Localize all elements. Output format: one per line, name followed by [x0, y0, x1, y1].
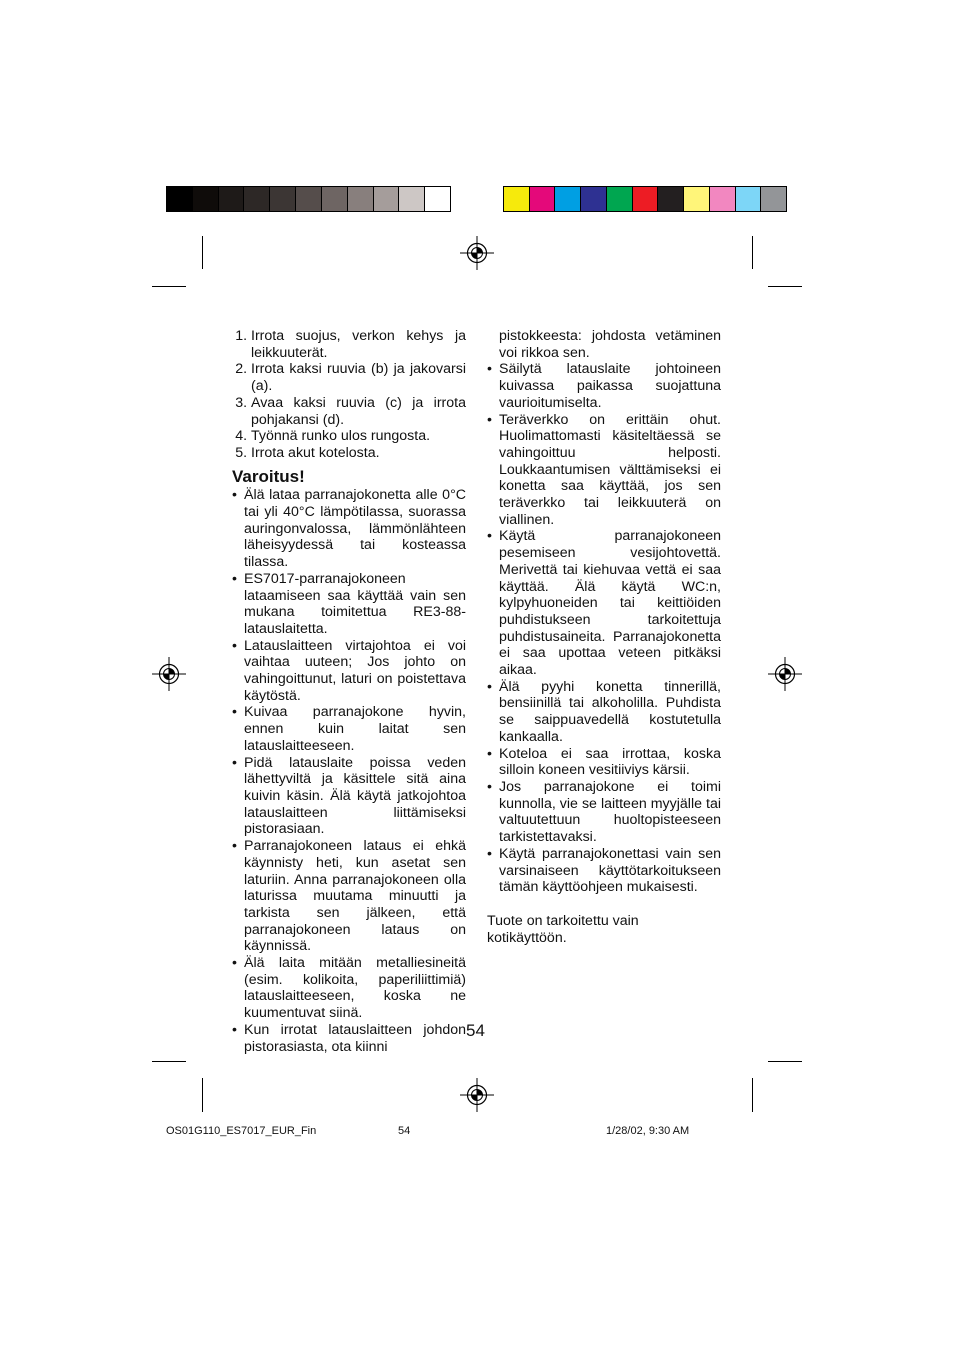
bullet: •: [232, 1021, 237, 1038]
registration-mark-icon: [152, 657, 186, 691]
crop-mark: [202, 1078, 203, 1112]
warning-list-continued: [487, 361, 721, 896]
crop-mark: [152, 1061, 186, 1062]
color-swatch: [322, 187, 348, 211]
color-swatch: [504, 187, 530, 211]
list-item: [487, 846, 721, 896]
bullet: •: [487, 845, 492, 862]
registration-mark-icon: [460, 236, 494, 270]
list-item-text: Älä lataa parranajokonetta alle 0°C tai yli 40°C lämpötilassa, suorassa auringonvalossa, lämmönlähteen läheisyydessä tai kosteassa tilassa.: [244, 487, 466, 571]
list-item-text: Pidä latauslaite poissa veden lähettyviltä ja käsittele sitä aina kuivin käsin. Älä käytä jatkojohtoa latauslaitteen liittämiseksi pistorasiaan.: [244, 754, 466, 838]
color-swatch: [374, 187, 400, 211]
color-swatch: [684, 187, 710, 211]
bullet: •: [232, 570, 237, 587]
warning-list: [232, 487, 466, 1055]
list-item: 4. Työnnä runko ulos rungosta.: [251, 428, 466, 445]
bullet: •: [232, 955, 237, 972]
color-swatch: [761, 187, 786, 211]
color-swatch: [425, 187, 450, 211]
crop-mark: [768, 1061, 802, 1062]
list-item-text: Jos parranajokone ei toimi kunnolla, vie se laitteen myyjälle tai valtuutettuun huoltopisteeseen tarkistettavaksi.: [499, 778, 721, 846]
bullet: •: [487, 361, 492, 378]
list-item-text: Kuivaa parranajokone hyvin, ennen kuin laitat sen latauslaitteeseen.: [244, 704, 466, 754]
list-item-text: Säilytä latauslaite johtoineen kuivassa paikassa suojattuna vaurioitumiselta.: [499, 361, 721, 411]
color-swatch: [607, 187, 633, 211]
footer-filename: OS01G110_ES7017_EUR_Fin: [166, 1125, 317, 1137]
list-item: [487, 746, 721, 779]
bullet: •: [232, 754, 237, 771]
list-item: [232, 1022, 466, 1055]
color-swatch: [710, 187, 736, 211]
color-swatch: [658, 187, 684, 211]
list-item: [487, 361, 721, 411]
color-swatch: [399, 187, 425, 211]
color-swatch: [244, 187, 270, 211]
color-swatch: [193, 187, 219, 211]
crop-mark: [768, 286, 802, 287]
warning-heading: Varoitus!: [232, 466, 305, 486]
footer-datetime: 1/28/02, 9:30 AM: [606, 1125, 690, 1137]
color-swatch: [581, 187, 607, 211]
color-swatch: [296, 187, 322, 211]
grayscale-calibration-bar: [166, 186, 451, 212]
color-swatch: [736, 187, 762, 211]
color-swatch: [530, 187, 556, 211]
crop-mark: [152, 286, 186, 287]
crop-mark: [752, 236, 753, 269]
list-item-text: Parranajokoneen lataus ei ehkä käynnisty heti, kun asetat sen laturiin. Anna parranajokoneen olla laturissa muutama minuutti ja tarkista sen jälkeen, että parranajokoneen lataus on käynnissä.: [244, 838, 466, 955]
list-item: 2. Irrota kaksi ruuvia (b) ja jakovarsi (a).: [251, 361, 466, 394]
disassembly-steps: [232, 328, 466, 462]
list-item-text: Älä laita mitään metalliesineitä (esim. kolikoita, paperiliittimiä) latauslaitteeseen, koska ne kuumentuvat siinä.: [244, 955, 466, 1022]
page-number: 54: [466, 1021, 485, 1040]
bullet: •: [232, 704, 237, 721]
bullet: •: [487, 745, 492, 762]
bullet: •: [487, 778, 492, 795]
list-item-text: Latauslaitteen virtajohtoa ei voi vaihtaa uuteen; Jos johto on vahingoittunut, laturi on poistettava käytöstä.: [244, 637, 466, 704]
color-calibration-bar: [503, 186, 787, 212]
list-item: [232, 638, 466, 705]
warning-continuation: pistokkeesta: johdosta vetäminen voi rikkoa sen.: [499, 328, 721, 361]
list-item: [232, 955, 466, 1022]
list-item: 1. Irrota suojus, verkon kehys ja leikkuuterät.: [251, 328, 466, 361]
color-swatch: [167, 187, 193, 211]
list-item-text: ES7017-parranajokoneen lataamiseen saa käyttää vain sen mukana toimitettua RE3-88-latauslaitetta.: [244, 570, 466, 637]
crop-mark: [202, 236, 203, 269]
color-swatch: [348, 187, 374, 211]
registration-mark-icon: [460, 1078, 494, 1112]
registration-mark-icon: [768, 657, 802, 691]
list-item: 5. Irrota akut kotelosta.: [251, 445, 466, 462]
bullet: •: [487, 411, 492, 428]
list-item-text: Käytä parranajokonettasi vain sen varsinaiseen käyttötarkoitukseen tämän käyttöohjeen mukaisesti.: [499, 845, 721, 896]
list-item-text: Teräverkko on erittäin ohut. Huolimattomasti käsiteltäessä se vahingoittuu helposti. Loukkaantumisen välttämiseksi ei konetta saa käyttää, jos sen teräverkko tai leikkuuterä on viallinen.: [499, 411, 721, 528]
bullet: •: [487, 678, 492, 695]
left-column: [232, 328, 466, 1055]
bullet: •: [232, 487, 237, 504]
list-item: [232, 755, 466, 839]
color-swatch: [633, 187, 659, 211]
list-item-text: Kun irrotat latauslaitteen johdon pistorasiasta, ota kiinni: [244, 1021, 466, 1055]
list-item: [487, 679, 721, 746]
color-swatch: [219, 187, 245, 211]
list-item-text: Koteloa ei saa irrottaa, koska silloin koneen vesitiiviys kärsii.: [499, 745, 721, 779]
color-swatch: [555, 187, 581, 211]
bullet: •: [487, 528, 492, 545]
list-item: [232, 704, 466, 754]
list-item-text: Käytä parranajokoneen pesemiseen vesijohtovettä. Merivettä tai kiehuvaa vettä ei saa käyttää. Älä käytä WC:n, kylpyhuoneiden tai keittiöiden puhdistukseen tarkoitettuja puhdistusaineita. Parranajokonetta ei saa upottaa veteen pitkäksi aikaa.: [499, 528, 721, 679]
list-item: [232, 838, 466, 955]
bullet: •: [232, 838, 237, 855]
usage-note: Tuote on tarkoitettu vain kotikäyttöön.: [487, 912, 639, 946]
color-swatch: [270, 187, 296, 211]
list-item: [487, 779, 721, 846]
right-column: [487, 328, 721, 946]
list-item: [487, 412, 721, 529]
list-item-text: Älä pyyhi konetta tinnerillä, bensiinillä tai alkoholilla. Puhdista se saippuavedellä kostutetulla kankaalla.: [499, 678, 721, 745]
bullet: •: [232, 637, 237, 654]
list-item: 3. Avaa kaksi ruuvia (c) ja irrota pohjakansi (d).: [251, 395, 466, 428]
list-item: [487, 528, 721, 678]
list-item: [232, 487, 466, 571]
footer-page: 54: [398, 1125, 411, 1137]
crop-mark: [752, 1078, 753, 1112]
list-item: [232, 571, 466, 638]
